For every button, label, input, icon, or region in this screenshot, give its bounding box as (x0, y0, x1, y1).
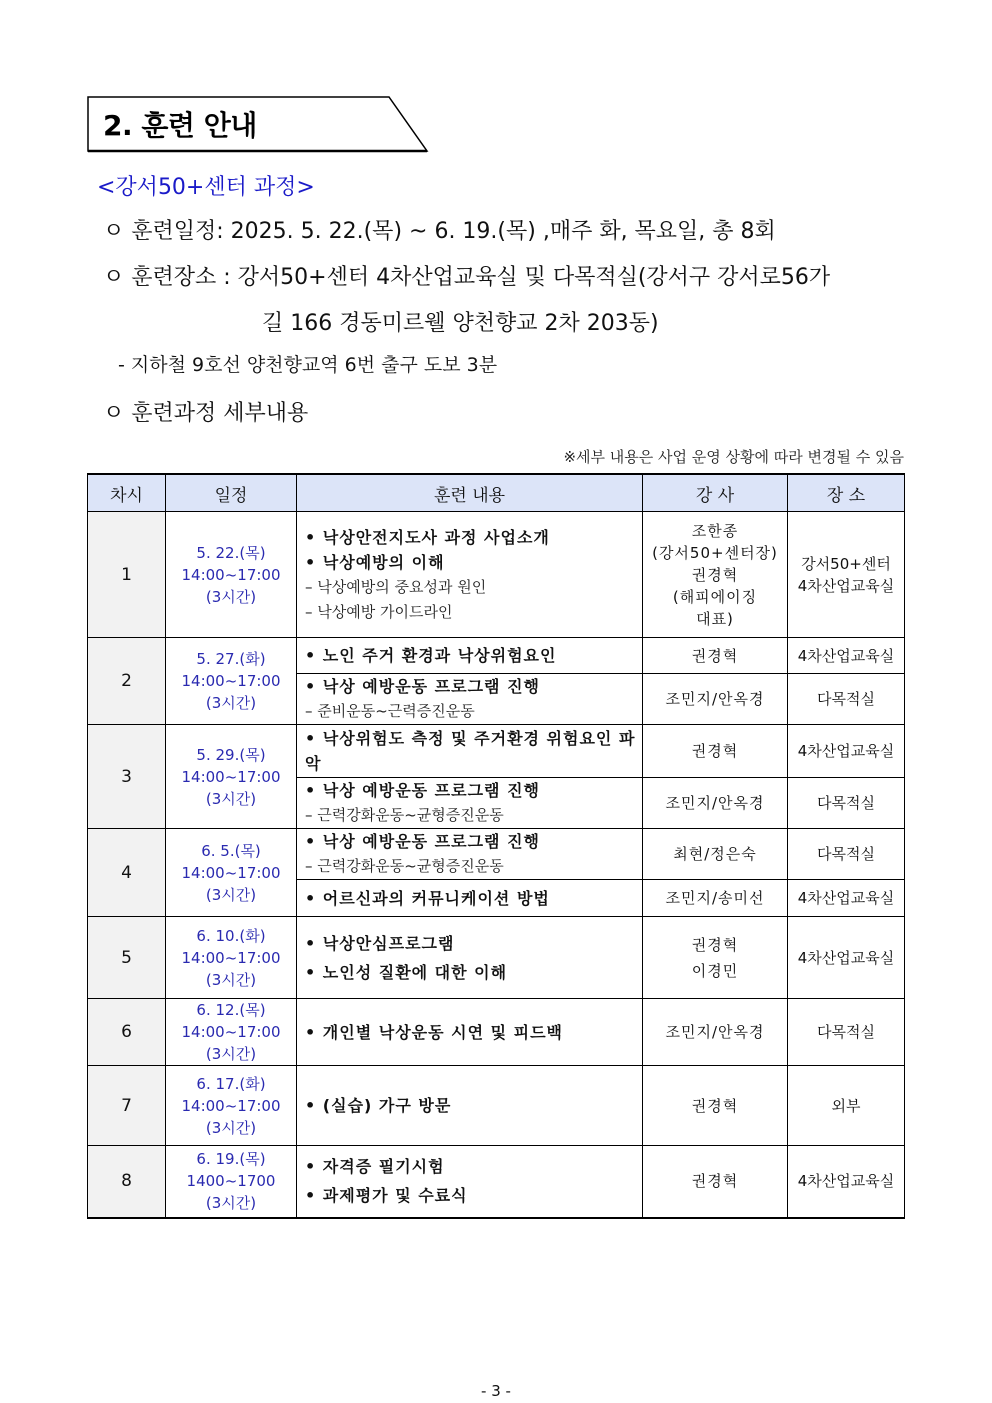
session-date: 6. 17.(화) 14:00~17:00 (3시간) (166, 1066, 297, 1146)
header-instructor: 강 사 (643, 474, 788, 512)
session-number: 6 (88, 999, 166, 1066)
session-number: 1 (88, 512, 166, 638)
location-line-2: 길 166 경동미르웰 양천향교 2차 203동) (262, 311, 659, 336)
section-title: 2. 훈련 안내 (103, 109, 257, 142)
instructor: 조민지/송미선 (643, 880, 788, 917)
session-number: 2 (88, 638, 166, 725)
session-content: • 낙상 예방운동 프로그램 진행 – 준비운동~근력증진운동 (297, 674, 643, 725)
table-header-row (88, 474, 905, 512)
session-content: • 개인별 낙상운동 시연 및 피드백 (297, 999, 643, 1066)
course-name: <강서50+센터 과정> (97, 175, 315, 200)
session-content: • 어르신과의 커뮤니케이션 방법 (297, 880, 643, 917)
table-row (88, 725, 905, 778)
instructor: 권경혁 (643, 1146, 788, 1218)
session-content: • 노인 주거 환경과 낙상위험요인 (297, 638, 643, 674)
table-row (88, 512, 905, 638)
table-row (88, 1066, 905, 1146)
session-content: • 낙상안심프로그램 • 노인성 질환에 대한 이해 (297, 917, 643, 999)
session-content (297, 512, 643, 638)
session-date: 5. 22.(목) 14:00~17:00 (3시간) (166, 512, 297, 638)
session-number: 8 (88, 1146, 166, 1218)
table-row (88, 638, 905, 674)
directions-line: - 지하철 9호선 양천향교역 6번 출구 도보 3분 (118, 354, 498, 376)
place: 외부 (788, 1066, 905, 1146)
schedule-table (87, 473, 905, 1219)
instructor: 최현/정은숙 (643, 829, 788, 880)
session-content: • 낙상 예방운동 프로그램 진행 – 근력강화운동~균형증진운동 (297, 778, 643, 829)
place: 4차산업교육실 (788, 917, 905, 999)
header-date: 일정 (166, 474, 297, 512)
page-number: - 3 - (481, 1382, 511, 1400)
session-content: • 자격증 필기시험 • 과제평가 및 수료식 (297, 1146, 643, 1218)
session-number: 7 (88, 1066, 166, 1146)
session-content: • 낙상 예방운동 프로그램 진행 – 근력강화운동~균형증진운동 (297, 829, 643, 880)
place: 다목적실 (788, 674, 905, 725)
schedule-line: ㅇ 훈련일정: 2025. 5. 22.(목) ~ 6. 19.(목) ,매주 화, 목요일, 총 8회 (103, 219, 776, 244)
place: 4차산업교육실 (788, 1146, 905, 1218)
session-date: 6. 19.(목) 1400~1700 (3시간) (166, 1146, 297, 1218)
place: 다목적실 (788, 778, 905, 829)
session-number: 4 (88, 829, 166, 917)
instructor: 권경혁 (643, 725, 788, 778)
session-content: • 낙상위험도 측정 및 주거환경 위험요인 파악 (297, 725, 643, 778)
instructor: 조민지/안옥경 (643, 778, 788, 829)
instructor: 조민지/안옥경 (643, 674, 788, 725)
place: 4차산업교육실 (788, 725, 905, 778)
session-date: 6. 12.(목) 14:00~17:00 (3시간) (166, 999, 297, 1066)
instructor: 조민지/안옥경 (643, 999, 788, 1066)
table-row (88, 999, 905, 1066)
header-content: 훈련 내용 (297, 474, 643, 512)
instructor: 권경혁 이경민 (643, 917, 788, 999)
place: 4차산업교육실 (788, 880, 905, 917)
content-item: • 낙상안전지도사 과정 사업소개 (305, 525, 638, 550)
content-sub-item: – 낙상예방의 중요성과 원인 (305, 575, 638, 600)
instructor: 권경혁 (643, 638, 788, 674)
change-notice: ※세부 내용은 사업 운영 상황에 따라 변경될 수 있음 (563, 448, 904, 466)
section-title-box (87, 96, 427, 152)
session-number: 5 (88, 917, 166, 999)
session-date: 5. 29.(목) 14:00~17:00 (3시간) (166, 725, 297, 829)
header-session: 차시 (88, 474, 166, 512)
instructor: 조한종 (강서50+센터장) 권경혁 (해피에이징 대표) (643, 512, 788, 638)
place: 다목적실 (788, 999, 905, 1066)
instructor: 권경혁 (643, 1066, 788, 1146)
table-row (88, 829, 905, 880)
content-sub-item: – 낙상예방 가이드라인 (305, 600, 638, 625)
session-date: 5. 27.(화) 14:00~17:00 (3시간) (166, 638, 297, 725)
session-date: 6. 5.(목) 14:00~17:00 (3시간) (166, 829, 297, 917)
header-place: 장 소 (788, 474, 905, 512)
content-item: • 낙상예방의 이해 (305, 550, 638, 575)
table-row (88, 917, 905, 999)
table-row (88, 1146, 905, 1218)
place: 강서50+센터 4차산업교육실 (788, 512, 905, 638)
place: 다목적실 (788, 829, 905, 880)
location-line-1: ㅇ 훈련장소 : 강서50+센터 4차산업교육실 및 다목적실(강서구 강서로56가 (103, 265, 831, 290)
place: 4차산업교육실 (788, 638, 905, 674)
session-content: • (실습) 가구 방문 (297, 1066, 643, 1146)
session-number: 3 (88, 725, 166, 829)
session-date: 6. 10.(화) 14:00~17:00 (3시간) (166, 917, 297, 999)
details-heading: ㅇ 훈련과정 세부내용 (103, 401, 309, 426)
